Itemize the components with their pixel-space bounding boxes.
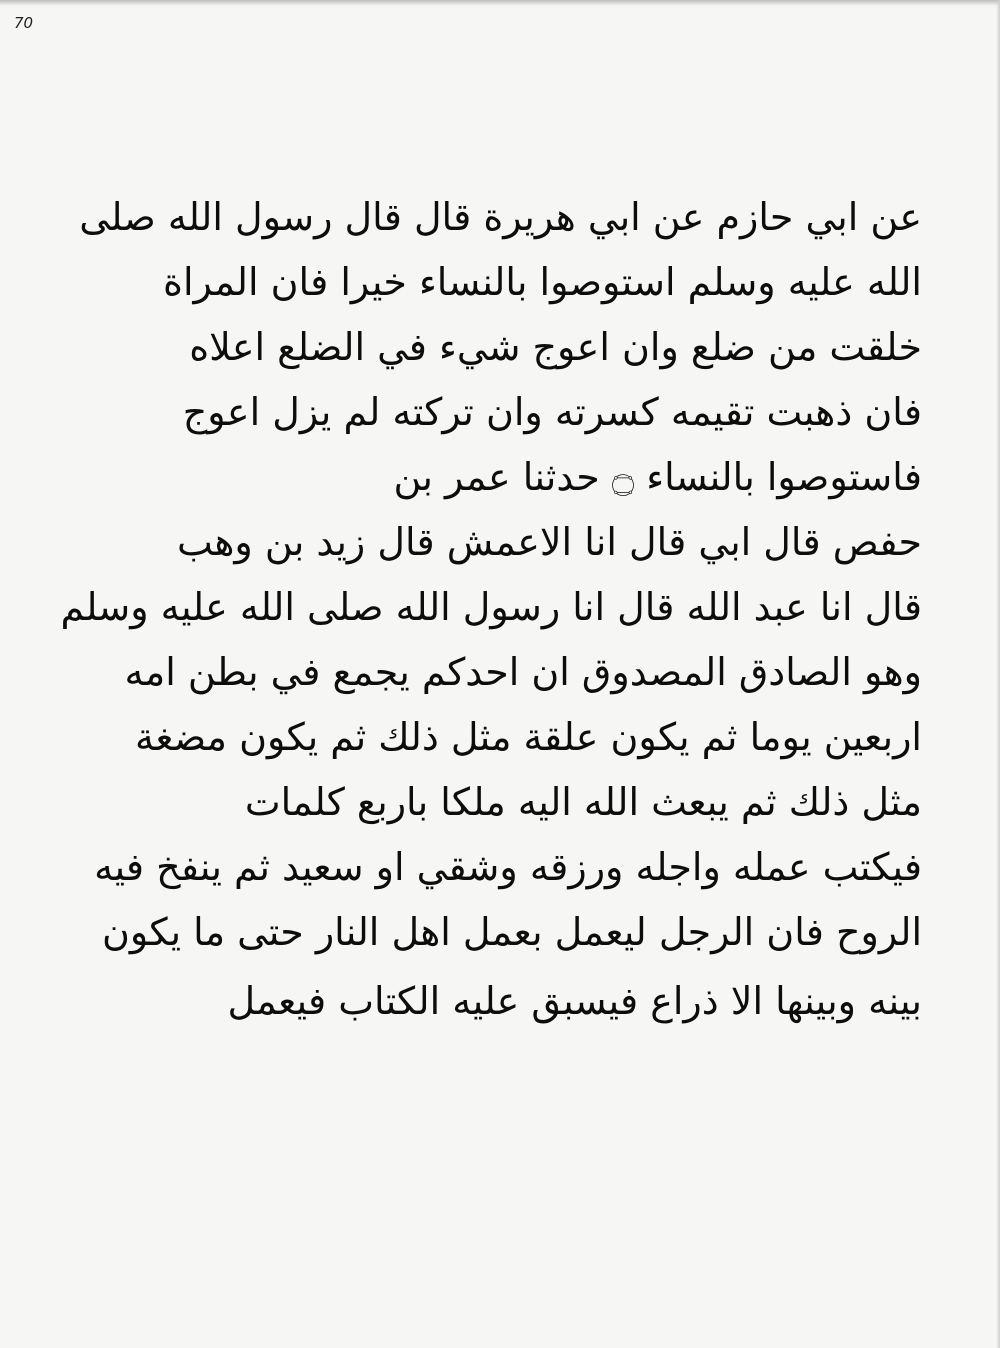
manuscript-line: فيكتب عمله واجله ورزقه وشقي او سعيد ثم ينفخ فيه [94,845,922,889]
folio-number: 70 [14,14,34,32]
manuscript-line: مثل ذلك ثم يبعث الله اليه ملكا باربع كلمات [244,780,922,824]
manuscript-line: اربعين يوما ثم يكون علقة مثل ذلك ثم يكون مضغة [135,715,922,759]
manuscript-line: بينه وبينها الا ذراع فيسبق عليه الكتاب فيعمل [227,979,922,1023]
manuscript-line: خلقت من ضلع وان اعوج شيء في الضلع اعلاه [189,325,922,369]
manuscript-line: فاستوصوا بالنساء ۝ حدثنا عمر بن [393,455,922,499]
manuscript-line: وهو الصادق المصدوق ان احدكم يجمع في بطن امه [124,650,922,694]
manuscript-line: فان ذهبت تقيمه كسرته وان تركته لم يزل اعوج [182,390,922,434]
manuscript-line: قال انا عبد الله قال انا رسول الله صلى الله عليه وسلم [60,585,922,629]
page-right-edge [996,0,1000,1348]
manuscript-line: حفص قال ابي قال انا الاعمش قال زيد بن وهب [177,520,922,564]
manuscript-line: عن ابي حازم عن ابي هريرة قال قال رسول الله صلى [79,195,922,239]
page-top-edge [0,0,1000,6]
manuscript-line: الروح فان الرجل ليعمل بعمل اهل النار حتى ما يكون [101,910,922,954]
manuscript-line: الله عليه وسلم استوصوا بالنساء خيرا فان المراة [163,260,922,304]
manuscript-text-block [60,185,922,1034]
